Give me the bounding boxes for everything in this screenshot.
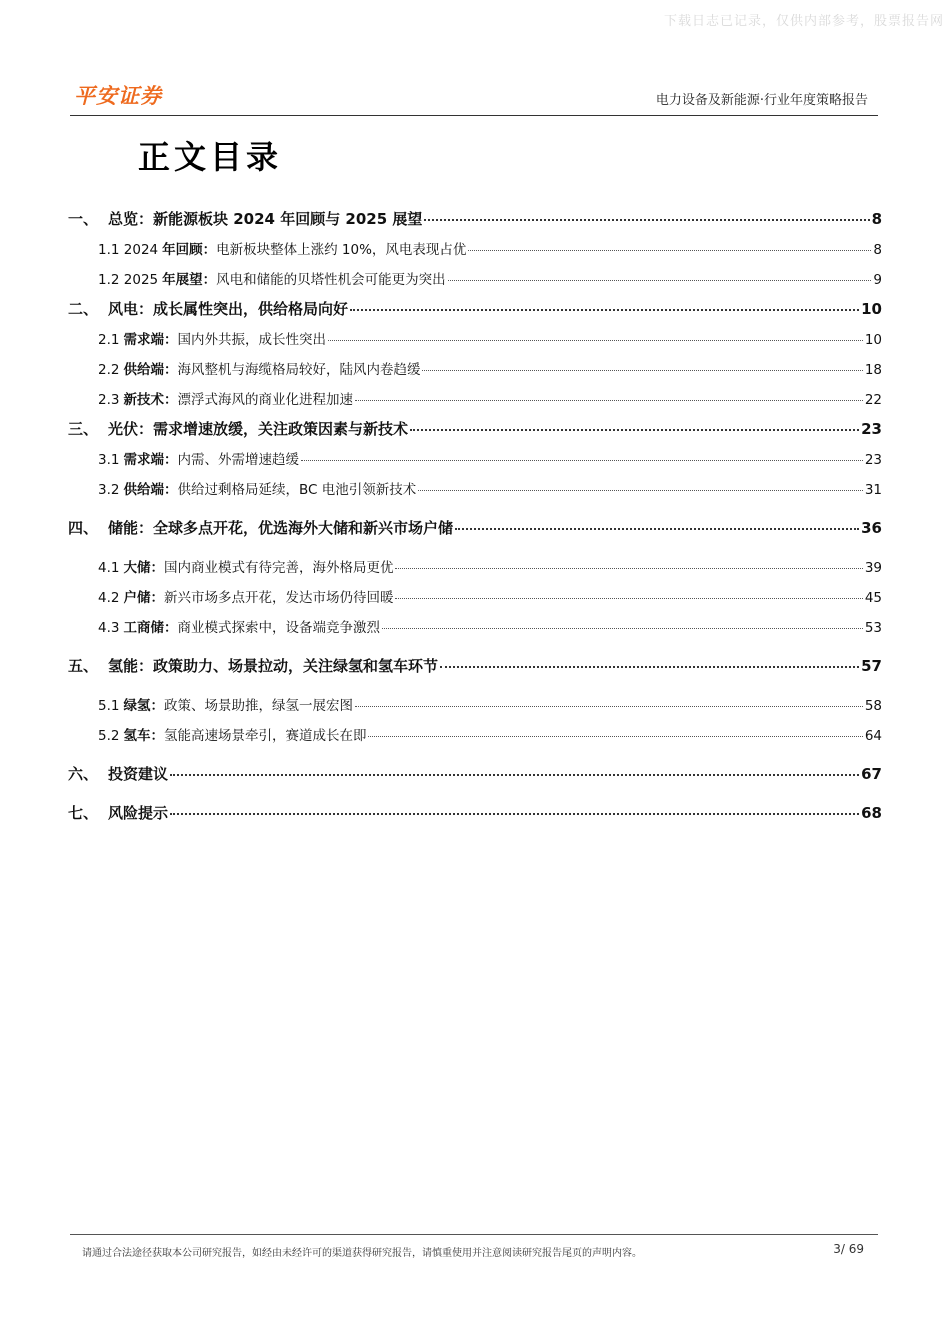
- toc-entry-text: 商业模式探索中，设备端竞争激烈: [177, 620, 380, 636]
- toc-subsection-row[interactable]: [68, 358, 882, 388]
- toc-dot-leader: [468, 250, 871, 251]
- toc-entry-number: 2.2: [98, 362, 120, 378]
- toc-subsection-row[interactable]: [68, 448, 882, 478]
- footer-divider: [70, 1234, 878, 1235]
- toc-dot-leader: [395, 568, 862, 569]
- toc-subsection-row[interactable]: [68, 238, 882, 268]
- toc-dot-leader: [328, 340, 863, 341]
- report-title: 电力设备及新能源·行业年度策略报告: [655, 93, 868, 108]
- toc-entry-page: 22: [864, 392, 882, 408]
- toc-entry-lead: 大储：: [123, 560, 164, 576]
- toc-dot-leader: [170, 774, 859, 776]
- toc-entry-title: [108, 298, 348, 319]
- toc-entry-lead: 绿氢：: [123, 698, 164, 714]
- toc-dot-leader: [448, 280, 872, 281]
- toc-entry-page: 64: [864, 728, 882, 744]
- toc-entry-number: 二、: [68, 300, 99, 318]
- toc-entry-title: [108, 517, 453, 538]
- toc-entry-page: 39: [864, 560, 882, 576]
- toc-dot-leader: [355, 400, 863, 401]
- toc-entry-title: [108, 208, 422, 229]
- toc-subsection-row[interactable]: [68, 388, 882, 418]
- toc-entry-page: 8: [873, 242, 882, 258]
- toc-entry-text: 海风整机与海缆格局较好，陆风内卷趋缓: [177, 362, 421, 378]
- toc-entry-number: 四、: [68, 519, 99, 537]
- toc-subsection-row[interactable]: [68, 694, 882, 724]
- toc-entry-title: [123, 616, 380, 636]
- toc-entry-number: 4.2: [98, 590, 120, 606]
- toc-section-row[interactable]: [68, 208, 882, 238]
- toc-entry-number: 4.3: [98, 620, 120, 636]
- toc-entry-number: 1.2 2025: [98, 272, 159, 288]
- toc-entry-number: 3.1: [98, 452, 120, 468]
- toc-entry-number: 5.1: [98, 698, 120, 714]
- header-divider: [70, 115, 878, 116]
- toc-entry-number: 2.1: [98, 332, 120, 348]
- toc-dot-leader: [440, 666, 859, 668]
- toc-entry-number: 3.2: [98, 482, 120, 498]
- toc-entry-number: 4.1: [98, 560, 120, 576]
- toc-entry-lead: 需求端：: [123, 332, 178, 348]
- toc-entry-title: [123, 388, 353, 408]
- toc-entry-text: 投资建议: [108, 765, 169, 783]
- toc-subsection-row[interactable]: [68, 556, 882, 586]
- toc-dot-leader: [424, 219, 869, 221]
- toc-subsection-row[interactable]: [68, 268, 882, 298]
- toc-entry-text: 氢能高速场景牵引，赛道成长在即: [163, 728, 367, 744]
- toc-entry-text: 政策助力、场景拉动，关注绿氢和氢车环节: [153, 657, 439, 675]
- toc-dot-leader: [301, 460, 863, 461]
- toc-entry-text: 国内外共振，成长性突出: [177, 332, 326, 348]
- footer-disclaimer: 请通过合法途径获取本公司研究报告，如经由未经许可的渠道获得研究报告，请慎重使用并注意阅读研究报告尾页的声明内容。: [82, 1248, 642, 1259]
- toc-entry-text: 供给过剩格局延续，BC 电池引领新技术: [177, 482, 417, 498]
- toc-subsection-row[interactable]: [68, 724, 882, 754]
- toc-entry-text: 政策、场景助推，绿氢一展宏图: [163, 698, 353, 714]
- toc-entry-page: 10: [861, 300, 882, 318]
- toc-entry-title: [123, 586, 393, 606]
- toc-entry-text: 风电和储能的贝塔性机会可能更为突出: [216, 272, 446, 288]
- toc-entry-lead: 风电：: [108, 300, 154, 318]
- toc-entry-title: [123, 694, 353, 714]
- toc-entry-lead: 总览：: [108, 210, 154, 228]
- toc-entry-lead: 氢能：: [108, 657, 154, 675]
- toc-entry-lead: 新技术：: [123, 392, 178, 408]
- toc-entry-title: [108, 655, 438, 676]
- toc-subsection-row[interactable]: [68, 616, 882, 646]
- toc-entry-number: 1.1 2024: [98, 242, 159, 258]
- table-of-contents: [68, 208, 882, 841]
- toc-entry-lead: 需求端：: [123, 452, 178, 468]
- toc-dot-leader: [350, 309, 859, 311]
- company-logo: 平安证券: [74, 84, 162, 108]
- toc-entry-page: 67: [861, 765, 882, 783]
- toc-section-row[interactable]: [68, 517, 882, 547]
- toc-entry-page: 8: [871, 210, 882, 228]
- toc-entry-page: 58: [864, 698, 882, 714]
- toc-entry-page: 53: [864, 620, 882, 636]
- toc-entry-lead: 工商储：: [123, 620, 178, 636]
- toc-entry-lead: 供给端：: [123, 362, 178, 378]
- toc-dot-leader: [455, 528, 859, 530]
- toc-entry-lead: 氢车：: [123, 728, 164, 744]
- toc-entry-text: 需求增速放缓，关注政策因素与新技术: [153, 420, 409, 438]
- toc-section-row[interactable]: [68, 802, 882, 832]
- toc-entry-page: 9: [873, 272, 882, 288]
- toc-entry-lead: 供给端：: [123, 482, 178, 498]
- toc-entry-lead: 户储：: [123, 590, 164, 606]
- toc-entry-page: 18: [864, 362, 882, 378]
- toc-dot-leader: [410, 429, 859, 431]
- toc-section-row[interactable]: [68, 418, 882, 448]
- toc-dot-leader: [418, 490, 863, 491]
- toc-dot-leader: [395, 598, 862, 599]
- toc-entry-text: 电新板块整体上涨约 10%，风电表现占优: [216, 242, 467, 258]
- toc-entry-title: [108, 802, 168, 823]
- toc-section-row[interactable]: [68, 298, 882, 328]
- toc-entry-title: [162, 268, 446, 288]
- toc-entry-number: 五、: [68, 657, 99, 675]
- toc-entry-page: 23: [864, 452, 882, 468]
- toc-entry-title: [123, 478, 416, 498]
- toc-entry-title: [123, 448, 299, 468]
- toc-entry-number: 三、: [68, 420, 99, 438]
- toc-entry-text: 新能源板块 2024 年回顾与 2025 展望: [153, 210, 423, 228]
- toc-entry-number: 2.3: [98, 392, 120, 408]
- toc-entry-title: [162, 238, 466, 258]
- toc-entry-text: 内需、外需增速趋缓: [177, 452, 299, 468]
- toc-entry-page: 68: [861, 804, 882, 822]
- toc-entry-text: 新兴市场多点开花，发达市场仍待回暖: [163, 590, 394, 606]
- toc-dot-leader: [368, 736, 862, 737]
- toc-subsection-row[interactable]: [68, 328, 882, 358]
- toc-entry-number: 七、: [68, 804, 99, 822]
- toc-entry-text: 风险提示: [108, 804, 169, 822]
- toc-subsection-row[interactable]: [68, 478, 882, 508]
- toc-section-row[interactable]: [68, 655, 882, 685]
- toc-entry-lead: 年回顾：: [162, 242, 217, 258]
- toc-entry-lead: 年展望：: [162, 272, 217, 288]
- toc-entry-text: 全球多点开花，优选海外大储和新兴市场户储: [153, 519, 454, 537]
- toc-entry-page: 36: [861, 519, 882, 537]
- toc-entry-number: 一、: [68, 210, 99, 228]
- toc-dot-leader: [170, 813, 859, 815]
- toc-entry-title: [123, 328, 326, 348]
- toc-entry-title: [108, 763, 168, 784]
- toc-entry-page: 45: [864, 590, 882, 606]
- toc-entry-lead: 储能：: [108, 519, 154, 537]
- toc-subsection-row[interactable]: [68, 586, 882, 616]
- toc-entry-page: 10: [864, 332, 882, 348]
- toc-dot-leader: [355, 706, 863, 707]
- toc-entry-lead: 光伏：: [108, 420, 154, 438]
- toc-entry-text: 成长属性突出，供给格局向好: [153, 300, 349, 318]
- toc-entry-title: [108, 418, 408, 439]
- toc-entry-page: 31: [864, 482, 882, 498]
- toc-entry-title: [123, 556, 393, 576]
- toc-entry-title: [123, 724, 366, 744]
- toc-entry-text: 漂浮式海风的商业化进程加速: [177, 392, 353, 408]
- toc-entry-number: 六、: [68, 765, 99, 783]
- toc-dot-leader: [382, 628, 863, 629]
- page-number: 3/ 69: [833, 1242, 864, 1256]
- page-title: 正文目录: [138, 138, 283, 176]
- toc-dot-leader: [422, 370, 862, 371]
- toc-entry-page: 23: [861, 420, 882, 438]
- toc-section-row[interactable]: [68, 763, 882, 793]
- toc-entry-text: 国内商业模式有待完善，海外格局更优: [163, 560, 394, 576]
- toc-entry-page: 57: [861, 657, 882, 675]
- toc-entry-number: 5.2: [98, 728, 120, 744]
- toc-entry-title: [123, 358, 420, 378]
- watermark-text: 下载日志已记录，仅供内部参考，股票报告网: [663, 14, 944, 29]
